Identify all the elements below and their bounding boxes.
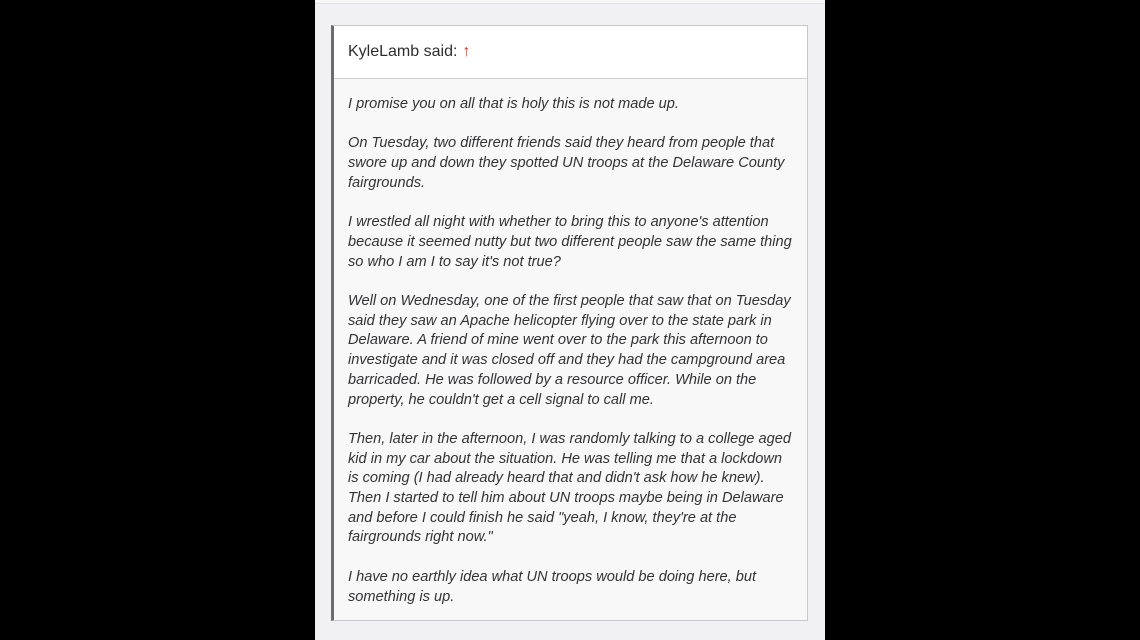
quote-paragraph: I wrestled all night with whether to bring this to anyone's attention because it seemed nutty but two different people saw the same thing so who I am I to say it's not true? <box>348 214 792 270</box>
jump-to-post-arrow-icon[interactable]: ↑ <box>462 43 471 60</box>
quote-header <box>334 26 807 79</box>
quote-paragraph: I have no earthly idea what UN troops would be doing here, but something is up. <box>348 568 757 605</box>
said-label: said: <box>423 43 458 60</box>
quote-author[interactable]: KyleLamb <box>348 43 420 60</box>
quote-paragraph: On Tuesday, two different friends said they heard from people that swore up and down they spotted UN troops at the Delaware County fairgrounds. <box>348 135 785 191</box>
top-divider <box>315 0 825 4</box>
quote-paragraph: Well on Wednesday, one of the first people that saw that on Tuesday said they saw an Apache helicopter flying over to the state park in Delaware. A friend of mine went over to the park this afternoon to investigate and it was closed off and they had the campground area barricaded. He was followed by a resource officer. While on the property, he couldn't get a cell signal to call me. <box>348 292 791 408</box>
quote-paragraph: Then, later in the afternoon, I was randomly talking to a college aged kid in my car about the situation. He was telling me that a lockdown is coming (I had already heard that and didn't ask how he knew). Then I started to tell him about UN troops maybe being in Delaware and before I could finish he said "yeah, I know, they're at the fairgrounds right now." <box>348 430 791 546</box>
quote-block <box>331 25 808 621</box>
quote-paragraph: I promise you on all that is holy this is not made up. <box>348 96 679 112</box>
quote-body <box>334 79 807 607</box>
forum-page <box>315 0 825 640</box>
